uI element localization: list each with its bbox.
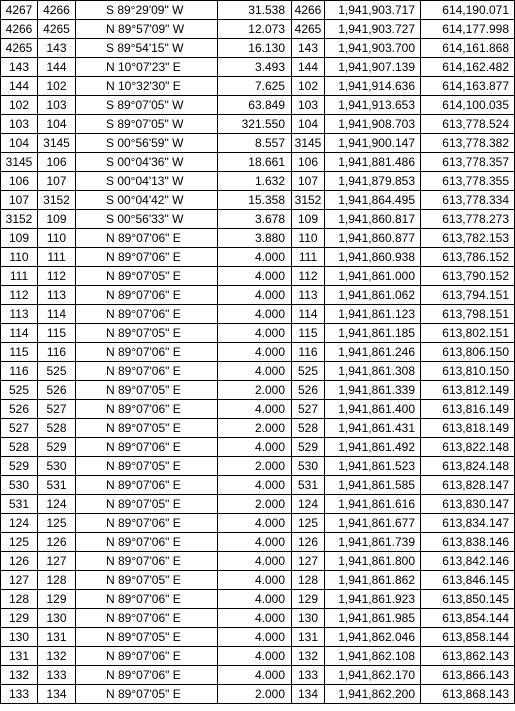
station-cell: 103 (292, 96, 325, 115)
from-point-cell: 132 (1, 666, 38, 685)
to-point-cell: 102 (38, 77, 76, 96)
to-point-cell: 126 (38, 533, 76, 552)
easting-cell: 613,794.151 (421, 286, 515, 305)
to-point-cell: 125 (38, 514, 76, 533)
easting-cell: 613,824.148 (421, 457, 515, 476)
to-point-cell: 131 (38, 628, 76, 647)
easting-cell: 613,818.149 (421, 419, 515, 438)
from-point-cell: 115 (1, 343, 38, 362)
easting-cell: 613,834.147 (421, 514, 515, 533)
bearing-cell: S 89°07'05" W (76, 115, 218, 134)
from-point-cell: 126 (1, 552, 38, 571)
from-point-cell: 112 (1, 286, 38, 305)
bearing-cell: S 00°04'36" W (76, 153, 218, 172)
northing-cell: 1,941,903.717 (325, 1, 421, 20)
to-point-cell: 526 (38, 381, 76, 400)
table-row (1, 381, 515, 400)
to-point-cell: 116 (38, 343, 76, 362)
from-point-cell: 526 (1, 400, 38, 419)
table-row (1, 533, 515, 552)
table-row (1, 96, 515, 115)
distance-cell: 4.000 (218, 267, 292, 286)
table-row (1, 20, 515, 39)
station-cell: 110 (292, 229, 325, 248)
station-cell: 525 (292, 362, 325, 381)
distance-cell: 18.661 (218, 153, 292, 172)
table-row (1, 685, 515, 704)
to-point-cell: 4266 (38, 1, 76, 20)
easting-cell: 613,850.145 (421, 590, 515, 609)
northing-cell: 1,941,861.862 (325, 571, 421, 590)
to-point-cell: 3152 (38, 191, 76, 210)
distance-cell: 3.493 (218, 58, 292, 77)
station-cell: 106 (292, 153, 325, 172)
northing-cell: 1,941,860.938 (325, 248, 421, 267)
bearing-cell: N 10°07'23" E (76, 58, 218, 77)
table-row (1, 495, 515, 514)
distance-cell: 4.000 (218, 590, 292, 609)
from-point-cell: 3145 (1, 153, 38, 172)
distance-cell: 4.000 (218, 438, 292, 457)
table-row (1, 552, 515, 571)
table-row (1, 286, 515, 305)
bearing-cell: N 89°07'05" E (76, 324, 218, 343)
easting-cell: 613,868.143 (421, 685, 515, 704)
distance-cell: 7.625 (218, 77, 292, 96)
northing-cell: 1,941,861.400 (325, 400, 421, 419)
to-point-cell: 109 (38, 210, 76, 229)
station-cell: 144 (292, 58, 325, 77)
northing-cell: 1,941,903.727 (325, 20, 421, 39)
northing-cell: 1,941,903.700 (325, 39, 421, 58)
northing-cell: 1,941,861.677 (325, 514, 421, 533)
table-row (1, 590, 515, 609)
table-row (1, 248, 515, 267)
to-point-cell: 4265 (38, 20, 76, 39)
easting-cell: 613,790.152 (421, 267, 515, 286)
easting-cell: 613,802.151 (421, 324, 515, 343)
from-point-cell: 127 (1, 571, 38, 590)
northing-cell: 1,941,862.200 (325, 685, 421, 704)
distance-cell: 4.000 (218, 666, 292, 685)
table-row (1, 305, 515, 324)
northing-cell: 1,941,860.877 (325, 229, 421, 248)
northing-cell: 1,941,861.585 (325, 476, 421, 495)
to-point-cell: 134 (38, 685, 76, 704)
station-cell: 116 (292, 343, 325, 362)
easting-cell: 614,161.868 (421, 39, 515, 58)
table-row (1, 77, 515, 96)
northing-cell: 1,941,908.703 (325, 115, 421, 134)
bearing-cell: N 89°07'05" E (76, 571, 218, 590)
bearing-cell: N 89°07'05" E (76, 495, 218, 514)
from-point-cell: 129 (1, 609, 38, 628)
from-point-cell: 529 (1, 457, 38, 476)
northing-cell: 1,941,861.923 (325, 590, 421, 609)
easting-cell: 613,778.382 (421, 134, 515, 153)
easting-cell: 613,842.146 (421, 552, 515, 571)
bearing-cell: N 89°07'06" E (76, 514, 218, 533)
northing-cell: 1,941,861.000 (325, 267, 421, 286)
easting-cell: 613,854.144 (421, 609, 515, 628)
distance-cell: 1.632 (218, 172, 292, 191)
distance-cell: 4.000 (218, 552, 292, 571)
distance-cell: 2.000 (218, 457, 292, 476)
bearing-cell: N 89°07'05" E (76, 267, 218, 286)
to-point-cell: 143 (38, 39, 76, 58)
station-cell: 133 (292, 666, 325, 685)
table-row (1, 229, 515, 248)
northing-cell: 1,941,879.853 (325, 172, 421, 191)
northing-cell: 1,941,861.246 (325, 343, 421, 362)
from-point-cell: 113 (1, 305, 38, 324)
to-point-cell: 128 (38, 571, 76, 590)
to-point-cell: 106 (38, 153, 76, 172)
easting-cell: 613,828.147 (421, 476, 515, 495)
easting-cell: 613,858.144 (421, 628, 515, 647)
bearing-cell: S 89°54'15" W (76, 39, 218, 58)
station-cell: 3145 (292, 134, 325, 153)
from-point-cell: 124 (1, 514, 38, 533)
station-cell: 131 (292, 628, 325, 647)
to-point-cell: 525 (38, 362, 76, 381)
table-row (1, 362, 515, 381)
northing-cell: 1,941,862.108 (325, 647, 421, 666)
northing-cell: 1,941,861.062 (325, 286, 421, 305)
distance-cell: 4.000 (218, 476, 292, 495)
bearing-cell: N 89°07'06" E (76, 590, 218, 609)
distance-cell: 4.000 (218, 647, 292, 666)
table-row (1, 1, 515, 20)
distance-cell: 16.130 (218, 39, 292, 58)
easting-cell: 613,810.150 (421, 362, 515, 381)
to-point-cell: 113 (38, 286, 76, 305)
table-row (1, 628, 515, 647)
northing-cell: 1,941,861.739 (325, 533, 421, 552)
from-point-cell: 4265 (1, 39, 38, 58)
bearing-cell: N 89°57'09" W (76, 20, 218, 39)
station-cell: 114 (292, 305, 325, 324)
table-row (1, 476, 515, 495)
from-point-cell: 130 (1, 628, 38, 647)
bearing-cell: S 00°56'33" W (76, 210, 218, 229)
table-row (1, 514, 515, 533)
from-point-cell: 103 (1, 115, 38, 134)
northing-cell: 1,941,861.616 (325, 495, 421, 514)
station-cell: 129 (292, 590, 325, 609)
northing-cell: 1,941,860.817 (325, 210, 421, 229)
station-cell: 530 (292, 457, 325, 476)
bearing-cell: N 89°07'06" E (76, 400, 218, 419)
northing-cell: 1,941,861.123 (325, 305, 421, 324)
table-row (1, 58, 515, 77)
bearing-cell: N 89°07'05" E (76, 685, 218, 704)
bearing-cell: N 10°32'30" E (76, 77, 218, 96)
easting-cell: 613,778.273 (421, 210, 515, 229)
table-row (1, 343, 515, 362)
table-row (1, 419, 515, 438)
bearing-cell: N 89°07'06" E (76, 229, 218, 248)
table-row (1, 647, 515, 666)
distance-cell: 2.000 (218, 381, 292, 400)
bearing-cell: S 00°04'13" W (76, 172, 218, 191)
distance-cell: 4.000 (218, 571, 292, 590)
distance-cell: 4.000 (218, 514, 292, 533)
from-point-cell: 116 (1, 362, 38, 381)
from-point-cell: 111 (1, 267, 38, 286)
table-row (1, 400, 515, 419)
easting-cell: 613,816.149 (421, 400, 515, 419)
station-cell: 132 (292, 647, 325, 666)
northing-cell: 1,941,861.492 (325, 438, 421, 457)
easting-cell: 613,846.145 (421, 571, 515, 590)
table-row (1, 267, 515, 286)
to-point-cell: 103 (38, 96, 76, 115)
station-cell: 107 (292, 172, 325, 191)
to-point-cell: 132 (38, 647, 76, 666)
northing-cell: 1,941,861.985 (325, 609, 421, 628)
distance-cell: 321.550 (218, 115, 292, 134)
to-point-cell: 124 (38, 495, 76, 514)
distance-cell: 4.000 (218, 248, 292, 267)
from-point-cell: 525 (1, 381, 38, 400)
table-row (1, 457, 515, 476)
to-point-cell: 112 (38, 267, 76, 286)
easting-cell: 614,163.877 (421, 77, 515, 96)
easting-cell: 614,100.035 (421, 96, 515, 115)
table-row (1, 210, 515, 229)
to-point-cell: 531 (38, 476, 76, 495)
station-cell: 134 (292, 685, 325, 704)
from-point-cell: 530 (1, 476, 38, 495)
station-cell: 109 (292, 210, 325, 229)
table-row (1, 172, 515, 191)
easting-cell: 613,838.146 (421, 533, 515, 552)
distance-cell: 3.880 (218, 229, 292, 248)
from-point-cell: 128 (1, 590, 38, 609)
station-cell: 128 (292, 571, 325, 590)
table-row (1, 115, 515, 134)
from-point-cell: 107 (1, 191, 38, 210)
bearing-cell: S 00°04'42" W (76, 191, 218, 210)
easting-cell: 613,830.147 (421, 495, 515, 514)
easting-cell: 613,778.524 (421, 115, 515, 134)
to-point-cell: 529 (38, 438, 76, 457)
distance-cell: 4.000 (218, 533, 292, 552)
station-cell: 4266 (292, 1, 325, 20)
table-row (1, 191, 515, 210)
from-point-cell: 104 (1, 134, 38, 153)
from-point-cell: 4267 (1, 1, 38, 20)
bearing-cell: N 89°07'06" E (76, 533, 218, 552)
bearing-cell: N 89°07'06" E (76, 476, 218, 495)
station-cell: 527 (292, 400, 325, 419)
from-point-cell: 528 (1, 438, 38, 457)
station-cell: 124 (292, 495, 325, 514)
northing-cell: 1,941,861.800 (325, 552, 421, 571)
bearing-cell: N 89°07'06" E (76, 552, 218, 571)
easting-cell: 613,778.355 (421, 172, 515, 191)
distance-cell: 2.000 (218, 419, 292, 438)
distance-cell: 4.000 (218, 362, 292, 381)
to-point-cell: 3145 (38, 134, 76, 153)
bearing-cell: N 89°07'06" E (76, 609, 218, 628)
distance-cell: 8.557 (218, 134, 292, 153)
distance-cell: 2.000 (218, 685, 292, 704)
northing-cell: 1,941,862.170 (325, 666, 421, 685)
to-point-cell: 130 (38, 609, 76, 628)
distance-cell: 15.358 (218, 191, 292, 210)
to-point-cell: 110 (38, 229, 76, 248)
northing-cell: 1,941,864.495 (325, 191, 421, 210)
easting-cell: 614,190.071 (421, 1, 515, 20)
distance-cell: 4.000 (218, 305, 292, 324)
bearing-cell: N 89°07'05" E (76, 419, 218, 438)
distance-cell: 4.000 (218, 324, 292, 343)
to-point-cell: 528 (38, 419, 76, 438)
bearing-cell: N 89°07'06" E (76, 438, 218, 457)
to-point-cell: 127 (38, 552, 76, 571)
table-body (1, 1, 515, 704)
station-cell: 130 (292, 609, 325, 628)
from-point-cell: 3152 (1, 210, 38, 229)
station-cell: 113 (292, 286, 325, 305)
easting-cell: 613,778.334 (421, 191, 515, 210)
easting-cell: 614,177.998 (421, 20, 515, 39)
from-point-cell: 144 (1, 77, 38, 96)
station-cell: 529 (292, 438, 325, 457)
table-row (1, 438, 515, 457)
bearing-cell: S 00°56'59" W (76, 134, 218, 153)
from-point-cell: 527 (1, 419, 38, 438)
northing-cell: 1,941,861.523 (325, 457, 421, 476)
table-row (1, 666, 515, 685)
bearing-cell: N 89°07'05" E (76, 628, 218, 647)
from-point-cell: 110 (1, 248, 38, 267)
from-point-cell: 531 (1, 495, 38, 514)
easting-cell: 613,806.150 (421, 343, 515, 362)
bearing-cell: N 89°07'06" E (76, 343, 218, 362)
to-point-cell: 104 (38, 115, 76, 134)
distance-cell: 63.849 (218, 96, 292, 115)
northing-cell: 1,941,861.185 (325, 324, 421, 343)
station-cell: 111 (292, 248, 325, 267)
distance-cell: 31.538 (218, 1, 292, 20)
station-cell: 112 (292, 267, 325, 286)
northing-cell: 1,941,913.653 (325, 96, 421, 115)
from-point-cell: 125 (1, 533, 38, 552)
to-point-cell: 107 (38, 172, 76, 191)
station-cell: 143 (292, 39, 325, 58)
distance-cell: 4.000 (218, 609, 292, 628)
to-point-cell: 144 (38, 58, 76, 77)
station-cell: 125 (292, 514, 325, 533)
station-cell: 4265 (292, 20, 325, 39)
easting-cell: 613,782.153 (421, 229, 515, 248)
station-cell: 528 (292, 419, 325, 438)
station-cell: 3152 (292, 191, 325, 210)
distance-cell: 2.000 (218, 495, 292, 514)
from-point-cell: 4266 (1, 20, 38, 39)
bearing-cell: N 89°07'06" E (76, 248, 218, 267)
bearing-cell: S 89°07'05" W (76, 96, 218, 115)
distance-cell: 12.073 (218, 20, 292, 39)
table-row (1, 39, 515, 58)
distance-cell: 4.000 (218, 628, 292, 647)
northing-cell: 1,941,900.147 (325, 134, 421, 153)
table-row (1, 134, 515, 153)
distance-cell: 4.000 (218, 343, 292, 362)
station-cell: 531 (292, 476, 325, 495)
bearing-cell: S 89°29'09" W (76, 1, 218, 20)
from-point-cell: 114 (1, 324, 38, 343)
to-point-cell: 115 (38, 324, 76, 343)
to-point-cell: 530 (38, 457, 76, 476)
distance-cell: 4.000 (218, 286, 292, 305)
to-point-cell: 111 (38, 248, 76, 267)
bearing-cell: N 89°07'06" E (76, 286, 218, 305)
easting-cell: 614,162.482 (421, 58, 515, 77)
northing-cell: 1,941,861.308 (325, 362, 421, 381)
from-point-cell: 109 (1, 229, 38, 248)
to-point-cell: 527 (38, 400, 76, 419)
northing-cell: 1,941,861.431 (325, 419, 421, 438)
northing-cell: 1,941,881.486 (325, 153, 421, 172)
from-point-cell: 143 (1, 58, 38, 77)
northing-cell: 1,941,914.636 (325, 77, 421, 96)
station-cell: 127 (292, 552, 325, 571)
table-row (1, 153, 515, 172)
from-point-cell: 133 (1, 685, 38, 704)
bearing-cell: N 89°07'05" E (76, 457, 218, 476)
to-point-cell: 129 (38, 590, 76, 609)
distance-cell: 4.000 (218, 400, 292, 419)
bearing-cell: N 89°07'06" E (76, 362, 218, 381)
easting-cell: 613,812.149 (421, 381, 515, 400)
bearing-cell: N 89°07'06" E (76, 666, 218, 685)
station-cell: 115 (292, 324, 325, 343)
easting-cell: 613,778.357 (421, 153, 515, 172)
easting-cell: 613,866.143 (421, 666, 515, 685)
easting-cell: 613,862.143 (421, 647, 515, 666)
northing-cell: 1,941,861.339 (325, 381, 421, 400)
northing-cell: 1,941,907.139 (325, 58, 421, 77)
from-point-cell: 106 (1, 172, 38, 191)
northing-cell: 1,941,862.046 (325, 628, 421, 647)
easting-cell: 613,822.148 (421, 438, 515, 457)
bearing-cell: N 89°07'06" E (76, 647, 218, 666)
station-cell: 126 (292, 533, 325, 552)
to-point-cell: 114 (38, 305, 76, 324)
easting-cell: 613,786.152 (421, 248, 515, 267)
bearing-cell: N 89°07'05" E (76, 381, 218, 400)
table-row (1, 324, 515, 343)
distance-cell: 3.678 (218, 210, 292, 229)
to-point-cell: 133 (38, 666, 76, 685)
table-row (1, 571, 515, 590)
from-point-cell: 131 (1, 647, 38, 666)
station-cell: 104 (292, 115, 325, 134)
bearing-cell: N 89°07'06" E (76, 305, 218, 324)
from-point-cell: 102 (1, 96, 38, 115)
easting-cell: 613,798.151 (421, 305, 515, 324)
table-row (1, 609, 515, 628)
station-cell: 526 (292, 381, 325, 400)
station-cell: 102 (292, 77, 325, 96)
